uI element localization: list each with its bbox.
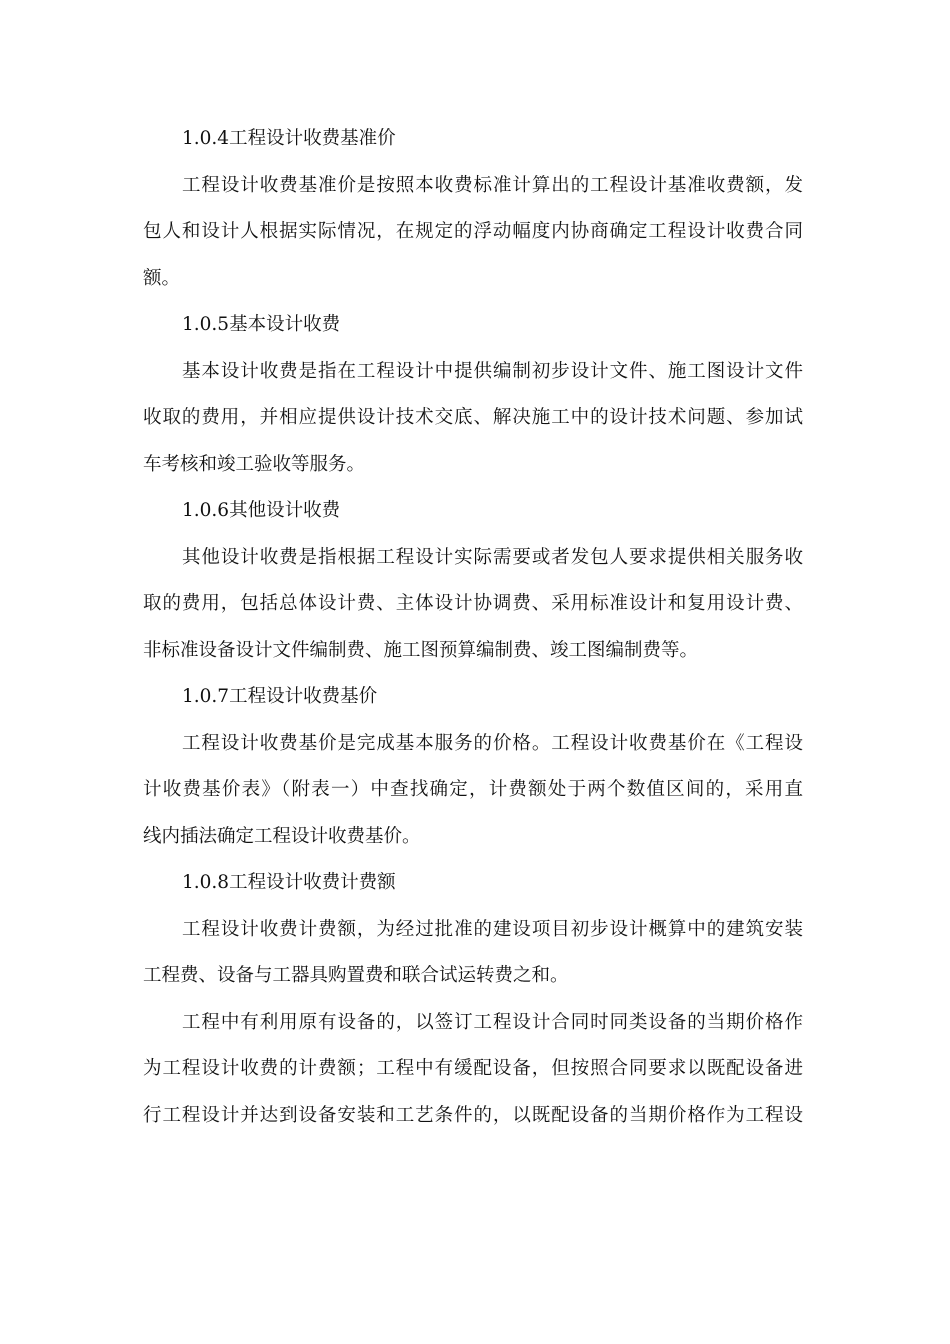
paragraph-line: 额。 xyxy=(143,267,181,289)
paragraph-line: 工程设计收费基准价是按照本收费标准计算出的工程设计基准收费额，发 xyxy=(182,174,803,196)
paragraph-line: 工程设计收费基价是完成基本服务的价格。工程设计收费基价在《工程设 xyxy=(182,732,803,754)
paragraph-line: 车考核和竣工验收等服务。 xyxy=(143,453,366,475)
paragraph-line: 工程设计收费计费额，为经过批准的建设项目初步设计概算中的建筑安装 xyxy=(182,918,803,940)
paragraph-line: 非标准设备设计文件编制费、施工图预算编制费、竣工图编制费等。 xyxy=(143,639,699,661)
document-body xyxy=(143,116,803,1139)
paragraph-line: 计收费基价表》（附表一）中查找确定，计费额处于两个数值区间的，采用直 xyxy=(143,779,803,800)
paragraph-line: 基本设计收费是指在工程设计中提供编制初步设计文件、施工图设计文件 xyxy=(182,360,803,382)
paragraph-line: 包人和设计人根据实际情况，在规定的浮动幅度内协商确定工程设计收费合同 xyxy=(143,221,803,242)
paragraph-line: 收取的费用，并相应提供设计技术交底、解决施工中的设计技术问题、参加试 xyxy=(143,407,803,428)
paragraph-line: 其他设计收费是指根据工程设计实际需要或者发包人要求提供相关服务收 xyxy=(182,546,803,568)
section-heading: 1.0.6其他设计收费 xyxy=(182,500,341,521)
section-heading: 1.0.8工程设计收费计费额 xyxy=(182,872,396,893)
section-heading: 1.0.4工程设计收费基准价 xyxy=(182,128,396,149)
paragraph-line: 工程费、设备与工器具购置费和联合试运转费之和。 xyxy=(143,965,569,986)
paragraph-line: 行工程设计并达到设备安装和工艺条件的，以既配设备的当期价格作为工程设 xyxy=(143,1104,803,1126)
section-heading: 1.0.5基本设计收费 xyxy=(182,314,341,335)
section-heading: 1.0.7工程设计收费基价 xyxy=(182,686,378,707)
paragraph-line: 工程中有利用原有设备的，以签订工程设计合同时同类设备的当期价格作 xyxy=(182,1011,803,1033)
paragraph-line: 线内插法确定工程设计收费基价。 xyxy=(143,825,421,847)
paragraph-line: 取的费用，包括总体设计费、主体设计协调费、采用标准设计和复用设计费、 xyxy=(143,593,803,614)
paragraph-line: 为工程设计收费的计费额；工程中有缓配设备，但按照合同要求以既配设备进 xyxy=(143,1058,803,1079)
